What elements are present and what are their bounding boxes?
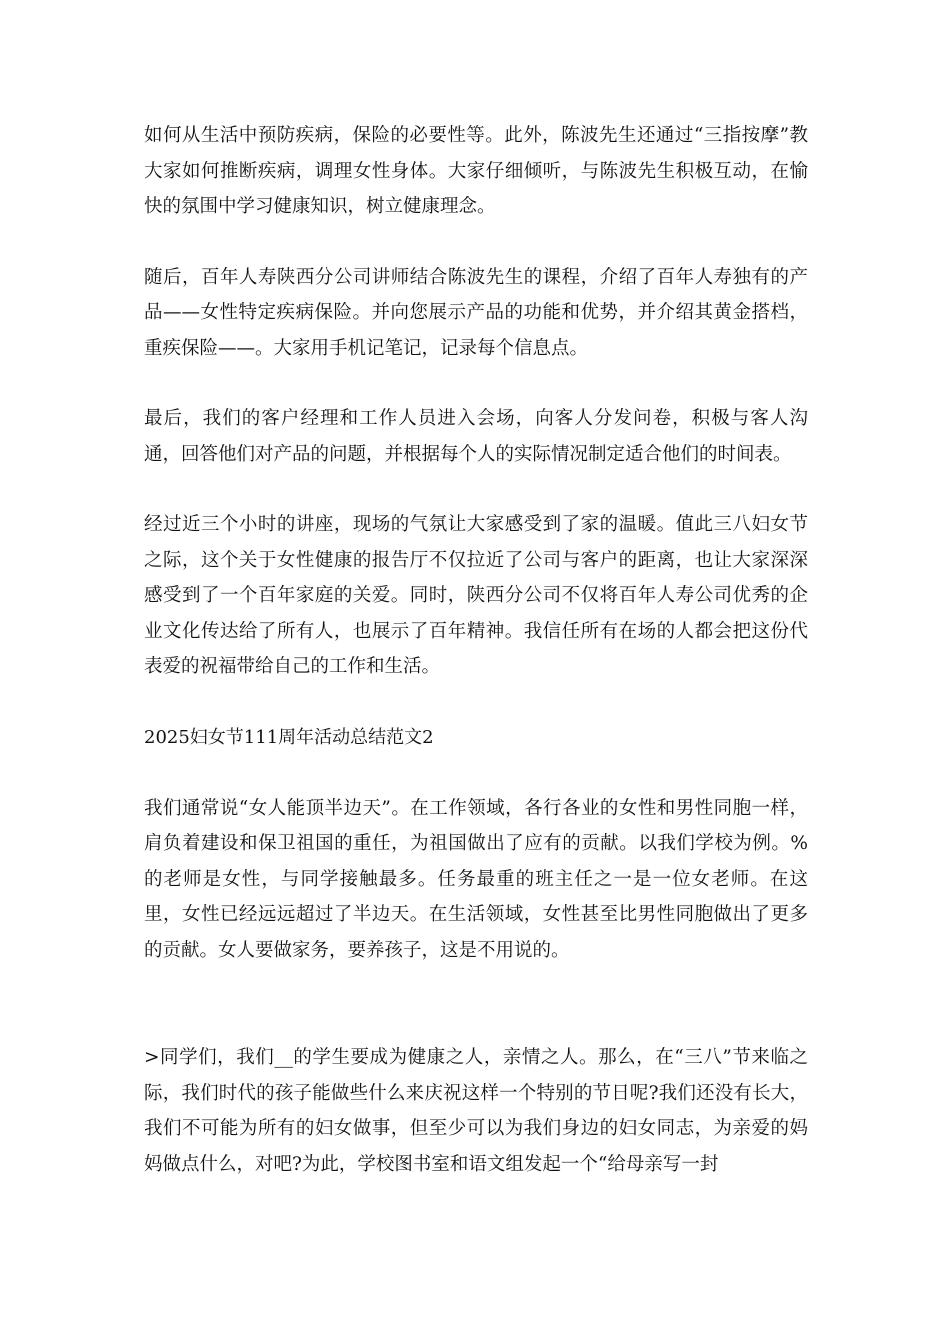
body-paragraph: 经过近三个小时的讲座，现场的气氛让大家感受到了家的温暖。值此三八妇女节之际，这个关于女性健康的报告厅不仅拉近了公司与客户的距离，也让大家深深感受到了一个百年家庭的关爱。同时，陕西分公司不仅将百年人寿公司优秀的企业文化传达给了所有人，也展示了百年精神。我信任所有在场的人都会把这份代表爱的祝福带给自己的工作和生活。: [144, 514, 808, 677]
body-paragraph: 我们通常说“女人能顶半边天”。在工作领域，各行各业的女性和男性同胞一样，肩负着建设和保卫祖国的重任，为祖国做出了应有的贡献。以我们学校为例。%的老师是女性，与同学接触最多。任务最重的班主任之一是一位女老师。在这里，女性已经远远超过了半边天。在生活领域，女性甚至比男性同胞做出了更多的贡献。女人要做家务，要养孩子，这是不用说的。: [144, 797, 808, 961]
body-paragraph: >同学们，我们__的学生要成为健康之人，亲情之人。那么，在“三八”节来临之际，我们时代的孩子能做些什么来庆祝这样一个特别的节日呢?我们还没有长大，我们不可能为所有的妇女做事，但至少可以为我们身边的妇女同志，为亲爱的妈妈做点什么，对吧?为此，学校图书室和语文组发起一个“给母亲写一封: [144, 1047, 808, 1175]
section-heading: 2025妇女节111周年活动总结范文2: [144, 726, 434, 748]
document-page: [144, 118, 808, 1182]
body-paragraph: 如何从生活中预防疾病，保险的必要性等。此外，陈波先生还通过“三指按摩”教大家如何推断疾病，调理女性身体。大家仔细倾听，与陈波先生积极互动，在愉快的氛围中学习健康知识，树立健康理念。: [144, 125, 808, 217]
body-paragraph: 最后，我们的客户经理和工作人员进入会场，向客人分发问卷，积极与客人沟通，回答他们对产品的问题，并根据每个人的实际情况制定适合他们的时间表。: [144, 408, 808, 465]
body-paragraph: 随后，百年人寿陕西分公司讲师结合陈波先生的课程，介绍了百年人寿独有的产品——女性特定疾病保险。并向您展示产品的功能和优势，并介绍其黄金搭档，重疾保险——。大家用手机记笔记，记录每个信息点。: [144, 266, 808, 359]
